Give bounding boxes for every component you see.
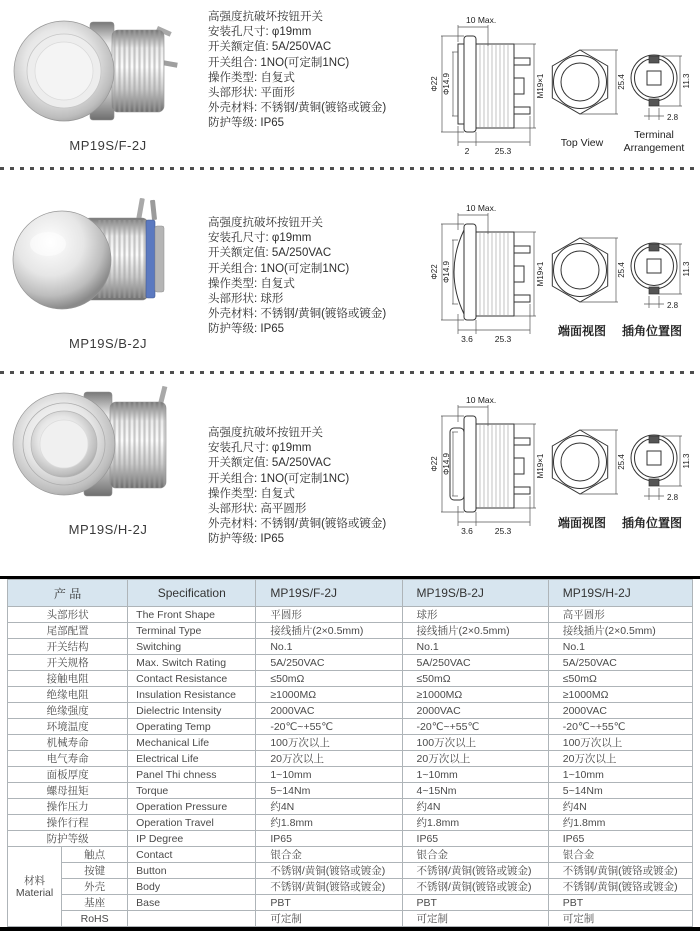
cell-value: 银合金 bbox=[548, 847, 692, 863]
cell-spec: Contact Resistance bbox=[128, 671, 256, 687]
table-row-material bbox=[8, 879, 693, 895]
dim-label: Terminal bbox=[634, 129, 674, 141]
cell-value: 可定制 bbox=[402, 911, 548, 927]
spec-line: 开关额定值: 5A/250VAC bbox=[208, 457, 332, 470]
cell-value: 不锈钢/黄铜(镀铬或镀金) bbox=[548, 879, 692, 895]
cell-label: 开关规格 bbox=[8, 655, 128, 671]
dim-label: 11.3 bbox=[682, 73, 691, 89]
dim-label: 2.8 bbox=[667, 301, 679, 310]
dim-label: Φ14.9 bbox=[442, 73, 451, 95]
cell-label: 操作压力 bbox=[8, 799, 128, 815]
cell-value: 高平圆形 bbox=[548, 607, 692, 623]
cell-spec: Operating Temp bbox=[128, 719, 256, 735]
spec-line: 开关组合: 1NO(可定制1NC) bbox=[208, 472, 350, 485]
table-row bbox=[8, 639, 693, 655]
dim-label: M19×1 bbox=[536, 73, 545, 99]
cell-material-group bbox=[8, 847, 62, 927]
product-photo bbox=[12, 196, 202, 322]
model-label: MP19S/H-2J bbox=[68, 522, 148, 537]
cell-spec: Max. Switch Rating bbox=[128, 655, 256, 671]
model-label: MP19S/F-2J bbox=[69, 138, 147, 153]
cell-value: -20℃~+55℃ bbox=[548, 719, 692, 735]
spec-line: 头部形状: 球形 bbox=[208, 293, 284, 306]
dim-label: Φ22 bbox=[430, 264, 439, 280]
cell-value: 可定制 bbox=[548, 911, 692, 927]
dim-label: Top View bbox=[560, 137, 604, 149]
table-header-row bbox=[8, 580, 693, 607]
cell-value: ≤50mΩ bbox=[256, 671, 402, 687]
cell-sublabel: 基座 bbox=[62, 895, 128, 911]
table-row-material bbox=[8, 895, 693, 911]
spec-list bbox=[208, 426, 386, 548]
cell-value: 2000VAC bbox=[256, 703, 402, 719]
cell-spec: Body bbox=[128, 879, 256, 895]
cell-spec: Contact bbox=[128, 847, 256, 863]
cell-value: PBT bbox=[402, 895, 548, 911]
cell-value: 20万次以上 bbox=[548, 751, 692, 767]
cell-spec: Panel Thi chness bbox=[128, 767, 256, 783]
col-header-product: 产 品 bbox=[8, 580, 128, 607]
cell-value: 5A/250VAC bbox=[402, 655, 548, 671]
spec-line: 头部形状: 高平圆形 bbox=[208, 503, 307, 516]
spec-line: 开关组合: 1NO(可定制1NC) bbox=[208, 262, 350, 275]
spec-table-wrap bbox=[0, 576, 700, 931]
dashed-separator bbox=[0, 371, 700, 374]
cell-value: 约4N bbox=[256, 799, 402, 815]
material-label-en: Material bbox=[15, 886, 54, 899]
cell-value: 约1.8mm bbox=[402, 815, 548, 831]
cell-value: 约4N bbox=[402, 799, 548, 815]
cell-spec: Dielectric Intensity bbox=[128, 703, 256, 719]
dim-label: M19×1 bbox=[536, 453, 545, 479]
cell-label: 头部形状 bbox=[8, 607, 128, 623]
spec-line: 操作类型: 自复式 bbox=[208, 71, 295, 84]
cell-label: 电气寿命 bbox=[8, 751, 128, 767]
cell-value: 可定制 bbox=[256, 911, 402, 927]
cell-value: No.1 bbox=[548, 639, 692, 655]
cell-value: 银合金 bbox=[256, 847, 402, 863]
cell-value: No.1 bbox=[402, 639, 548, 655]
cell-label: 机械寿命 bbox=[8, 735, 128, 751]
dim-label: Φ22 bbox=[430, 76, 439, 92]
cell-value: 100万次以上 bbox=[256, 735, 402, 751]
cell-value: 约1.8mm bbox=[548, 815, 692, 831]
spec-line: 外壳材料: 不锈钢/黄铜(镀铬或镀金) bbox=[208, 102, 387, 115]
drawing-svg bbox=[430, 12, 692, 160]
cell-value: 不锈钢/黄铜(镀铬或镀金) bbox=[256, 879, 402, 895]
cell-label: 防护等级 bbox=[8, 831, 128, 847]
dim-label: 25.3 bbox=[494, 526, 512, 536]
product-photo-svg bbox=[12, 382, 202, 508]
table-row bbox=[8, 815, 693, 831]
cell-value: 20万次以上 bbox=[402, 751, 548, 767]
dim-label: 端面视图 bbox=[557, 324, 607, 338]
col-header-model-f: MP19S/F-2J bbox=[256, 580, 402, 607]
spec-line: 高强度抗破坏按钮开关 bbox=[208, 217, 323, 229]
dim-label: 25.4 bbox=[617, 262, 626, 278]
spec-line: 外壳材料: 不锈钢/黄铜(镀铬或镀金) bbox=[208, 308, 387, 321]
spec-table bbox=[7, 579, 693, 927]
cell-spec: The Front Shape bbox=[128, 607, 256, 623]
dim-label: 2.8 bbox=[667, 113, 679, 122]
cell-sublabel: 外壳 bbox=[62, 879, 128, 895]
dim-label: Φ14.9 bbox=[442, 453, 451, 475]
cell-spec: Button bbox=[128, 863, 256, 879]
product-photo-svg bbox=[12, 8, 202, 134]
dim-label: 25.4 bbox=[617, 74, 626, 90]
dim-label: 25.3 bbox=[494, 334, 512, 344]
spec-line: 安装孔尺寸: φ19mm bbox=[208, 26, 312, 39]
table-row bbox=[8, 783, 693, 799]
spec-line: 头部形状: 平面形 bbox=[208, 87, 295, 100]
dim-label: 端面视图 bbox=[557, 516, 607, 530]
cell-value: 平圆形 bbox=[256, 607, 402, 623]
spec-line: 防护等级: IP65 bbox=[208, 533, 285, 546]
cell-spec: Base bbox=[128, 895, 256, 911]
cell-value: No.1 bbox=[256, 639, 402, 655]
spec-line: 操作类型: 自复式 bbox=[208, 277, 295, 290]
cell-value: IP65 bbox=[256, 831, 402, 847]
spec-line: 安装孔尺寸: φ19mm bbox=[208, 442, 312, 455]
cell-value: 100万次以上 bbox=[548, 735, 692, 751]
cell-value: 不锈钢/黄铜(镀铬或镀金) bbox=[256, 863, 402, 879]
dim-label: 10 Max. bbox=[466, 395, 497, 405]
cell-value: 球形 bbox=[402, 607, 548, 623]
dim-label: 插角位置图 bbox=[621, 324, 683, 338]
cell-label: 螺母扭矩 bbox=[8, 783, 128, 799]
dim-label: Φ22 bbox=[430, 456, 439, 472]
table-row bbox=[8, 607, 693, 623]
dashed-separator bbox=[0, 167, 700, 170]
table-row bbox=[8, 655, 693, 671]
model-label: MP19S/B-2J bbox=[69, 336, 147, 351]
dim-label: 3.6 bbox=[461, 334, 473, 344]
cell-spec: Operation Travel bbox=[128, 815, 256, 831]
cell-value: 5~14Nm bbox=[548, 783, 692, 799]
cell-spec: Terminal Type bbox=[128, 623, 256, 639]
cell-value: 2000VAC bbox=[548, 703, 692, 719]
spec-line: 防护等级: IP65 bbox=[208, 323, 285, 336]
technical-drawing bbox=[430, 392, 692, 540]
spec-line: 开关额定值: 5A/250VAC bbox=[208, 247, 332, 260]
table-row bbox=[8, 831, 693, 847]
table-row bbox=[8, 623, 693, 639]
cell-spec: Operation Pressure bbox=[128, 799, 256, 815]
cell-value: 银合金 bbox=[402, 847, 548, 863]
product-photo bbox=[12, 382, 202, 508]
col-header-model-h: MP19S/H-2J bbox=[548, 580, 692, 607]
cell-value: ≤50mΩ bbox=[548, 671, 692, 687]
table-row-material bbox=[8, 911, 693, 927]
cell-spec: IP Degree bbox=[128, 831, 256, 847]
material-label-cn: 材料 bbox=[24, 874, 46, 887]
table-row bbox=[8, 687, 693, 703]
cell-spec bbox=[128, 911, 256, 927]
cell-value: PBT bbox=[548, 895, 692, 911]
drawing-svg bbox=[430, 392, 692, 540]
cell-value: ≥1000MΩ bbox=[256, 687, 402, 703]
product-photo bbox=[12, 8, 202, 134]
dim-label: 11.3 bbox=[682, 261, 691, 277]
product-photo-svg bbox=[12, 196, 202, 322]
table-row-material bbox=[8, 847, 693, 863]
cell-label: 面板厚度 bbox=[8, 767, 128, 783]
cell-value: 1~10mm bbox=[402, 767, 548, 783]
drawing-svg bbox=[430, 200, 692, 348]
table-row bbox=[8, 799, 693, 815]
spec-line: 高强度抗破坏按钮开关 bbox=[208, 11, 323, 23]
dim-label: 插角位置图 bbox=[621, 516, 683, 530]
cell-value: 1~10mm bbox=[548, 767, 692, 783]
product-section bbox=[0, 4, 700, 166]
product-section bbox=[0, 378, 700, 560]
technical-drawing bbox=[430, 12, 692, 160]
table-row bbox=[8, 767, 693, 783]
dim-label: 11.3 bbox=[682, 453, 691, 469]
cell-value: 约4N bbox=[548, 799, 692, 815]
spec-list bbox=[208, 216, 386, 338]
cell-label: 操作行程 bbox=[8, 815, 128, 831]
spec-line: 外壳材料: 不锈钢/黄铜(镀铬或镀金) bbox=[208, 518, 387, 531]
cell-label: 环境温度 bbox=[8, 719, 128, 735]
cell-value: ≥1000MΩ bbox=[402, 687, 548, 703]
cell-value: 接线插片(2×0.5mm) bbox=[402, 623, 548, 639]
cell-value: 100万次以上 bbox=[402, 735, 548, 751]
cell-value: 不锈钢/黄铜(镀铬或镀金) bbox=[548, 863, 692, 879]
dim-label: 2.8 bbox=[667, 493, 679, 502]
cell-value: ≥1000MΩ bbox=[548, 687, 692, 703]
dim-label: 25.3 bbox=[494, 146, 512, 156]
table-row bbox=[8, 719, 693, 735]
spec-line: 高强度抗破坏按钮开关 bbox=[208, 427, 323, 439]
cell-value: ≤50mΩ bbox=[402, 671, 548, 687]
cell-value: -20℃~+55℃ bbox=[256, 719, 402, 735]
cell-value: 20万次以上 bbox=[256, 751, 402, 767]
spec-line: 防护等级: IP65 bbox=[208, 117, 285, 130]
table-row bbox=[8, 703, 693, 719]
cell-sublabel: 按键 bbox=[62, 863, 128, 879]
dim-label: Arrangement bbox=[623, 142, 685, 154]
cell-value: PBT bbox=[256, 895, 402, 911]
cell-spec: Mechanical Life bbox=[128, 735, 256, 751]
cell-value: 不锈钢/黄铜(镀铬或镀金) bbox=[402, 879, 548, 895]
cell-value: 接线插片(2×0.5mm) bbox=[256, 623, 402, 639]
cell-label: 接触电阻 bbox=[8, 671, 128, 687]
spec-list bbox=[208, 10, 386, 132]
cell-spec: Torque bbox=[128, 783, 256, 799]
table-row bbox=[8, 735, 693, 751]
product-section bbox=[0, 190, 700, 362]
cell-value: 1~10mm bbox=[256, 767, 402, 783]
cell-value: -20℃~+55℃ bbox=[402, 719, 548, 735]
table-row bbox=[8, 751, 693, 767]
cell-label: 尾部配置 bbox=[8, 623, 128, 639]
cell-sublabel: 触点 bbox=[62, 847, 128, 863]
dim-label: 2 bbox=[464, 146, 470, 156]
cell-sublabel: RoHS bbox=[62, 911, 128, 927]
dim-label: M19×1 bbox=[536, 261, 545, 287]
table-row-material bbox=[8, 863, 693, 879]
dim-label: 10 Max. bbox=[466, 15, 497, 25]
spec-line: 操作类型: 自复式 bbox=[208, 487, 295, 500]
cell-spec: Switching bbox=[128, 639, 256, 655]
dim-label: 25.4 bbox=[617, 454, 626, 470]
cell-value: 不锈钢/黄铜(镀铬或镀金) bbox=[402, 863, 548, 879]
cell-label: 绝缘电阻 bbox=[8, 687, 128, 703]
dim-label: Φ14.9 bbox=[442, 261, 451, 283]
dim-label: 10 Max. bbox=[466, 203, 497, 213]
spec-line: 安装孔尺寸: φ19mm bbox=[208, 232, 312, 245]
spec-line: 开关额定值: 5A/250VAC bbox=[208, 41, 332, 54]
cell-value: 约1.8mm bbox=[256, 815, 402, 831]
col-header-model-b: MP19S/B-2J bbox=[402, 580, 548, 607]
cell-value: IP65 bbox=[402, 831, 548, 847]
cell-value: 5~14Nm bbox=[256, 783, 402, 799]
cell-value: 4~15Nm bbox=[402, 783, 548, 799]
cell-label: 开关结构 bbox=[8, 639, 128, 655]
cell-value: 2000VAC bbox=[402, 703, 548, 719]
spec-line: 开关组合: 1NO(可定制1NC) bbox=[208, 56, 350, 69]
cell-spec: Electrical Life bbox=[128, 751, 256, 767]
col-header-spec: Specification bbox=[128, 580, 256, 607]
cell-spec: Insulation Resistance bbox=[128, 687, 256, 703]
dim-label: 3.6 bbox=[461, 526, 473, 536]
cell-value: 接线插片(2×0.5mm) bbox=[548, 623, 692, 639]
cell-value: 5A/250VAC bbox=[256, 655, 402, 671]
cell-label: 绝缘强度 bbox=[8, 703, 128, 719]
technical-drawing bbox=[430, 200, 692, 348]
cell-value: 5A/250VAC bbox=[548, 655, 692, 671]
table-row bbox=[8, 671, 693, 687]
cell-value: IP65 bbox=[548, 831, 692, 847]
